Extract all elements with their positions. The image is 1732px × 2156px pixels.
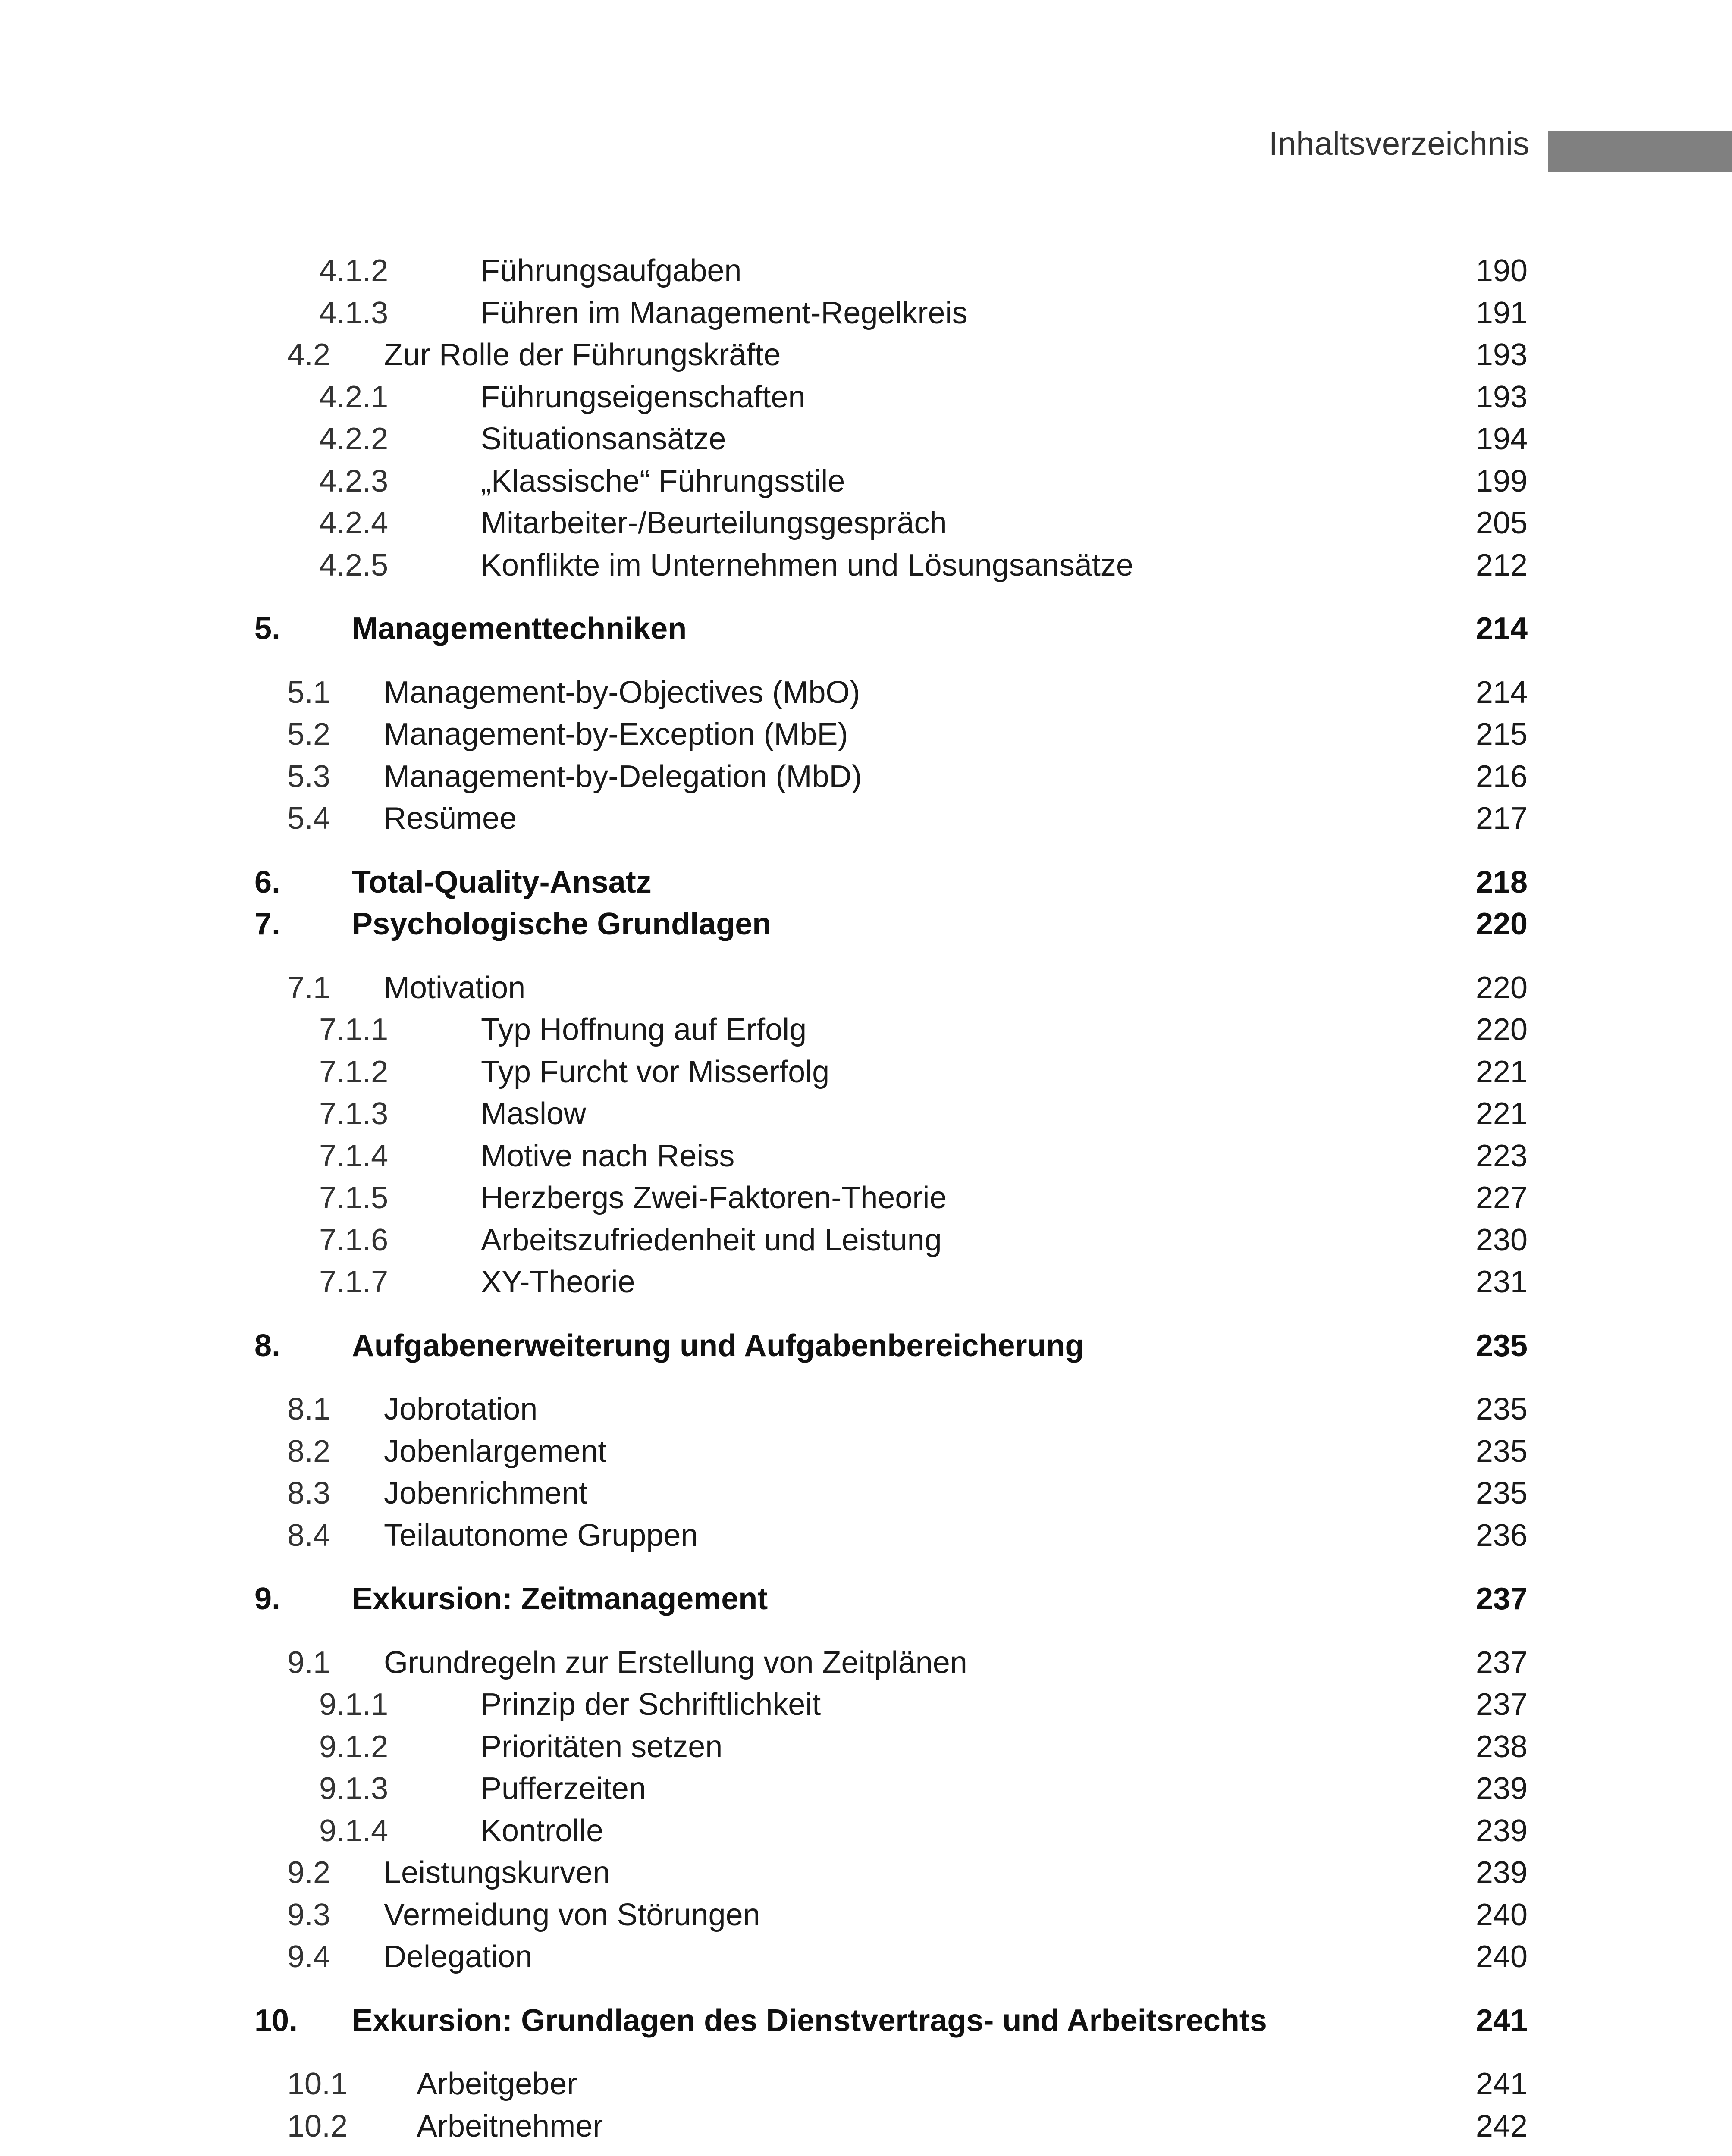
- toc-entry-number: 5.4: [287, 801, 331, 836]
- toc-entry-number: 4.2.1: [319, 379, 389, 414]
- toc-entry-page: 241: [1475, 2067, 1528, 2101]
- toc-subsection-entry: [254, 250, 1528, 292]
- toc-entry-page: 237: [1475, 1645, 1528, 1680]
- toc-entry-title: Aufgabenerweiterung und Aufgabenbereicherung: [352, 1328, 1084, 1363]
- toc-entry-number: 10.1: [287, 2067, 348, 2101]
- toc-entry-title: Jobenlargement: [384, 1434, 607, 1469]
- toc-entry-page: 212: [1475, 548, 1528, 583]
- toc-subsection-entry: [254, 1219, 1528, 1262]
- toc-entry-number: 8.2: [287, 1434, 331, 1469]
- toc-entry-title: Motivation: [384, 970, 526, 1005]
- toc-entry-title: Führungsaufgaben: [481, 254, 742, 288]
- toc-entry-title: Leistungskurven: [384, 1855, 610, 1890]
- toc-entry-page: 235: [1475, 1476, 1528, 1510]
- toc-entry-title: Konflikte im Unternehmen und Lösungsansätze: [481, 548, 1133, 583]
- toc-entry-number: 9.: [254, 1582, 281, 1616]
- toc-subsection-entry: [254, 1684, 1528, 1726]
- toc-section-entry: [254, 1852, 1528, 1894]
- toc-entry-number: 9.1.2: [319, 1729, 389, 1764]
- toc-section-entry: [254, 1642, 1528, 1684]
- toc-entry-number: 4.2: [287, 338, 331, 372]
- toc-entry-number: 7.1.2: [319, 1054, 389, 1089]
- header-marker-bar: [1548, 131, 1732, 172]
- running-header-title: Inhaltsverzeichnis: [1268, 125, 1529, 162]
- toc-entry-page: 237: [1475, 1582, 1528, 1616]
- toc-entry-number: 5.1: [287, 675, 331, 710]
- toc-chapter-entry: [254, 903, 1528, 946]
- toc-entry-title: Pufferzeiten: [481, 1771, 646, 1806]
- toc-section-entry: [254, 334, 1528, 376]
- toc-entry-number: 4.2.2: [319, 422, 389, 456]
- toc-entry-title: Jobrotation: [384, 1392, 538, 1426]
- toc-entry-number: 8.3: [287, 1476, 331, 1510]
- toc-entry-number: 10.: [254, 2003, 298, 2038]
- toc-entry-page: 214: [1475, 611, 1528, 646]
- toc-entry-page: 235: [1475, 1434, 1528, 1469]
- toc-entry-title: Delegation: [384, 1940, 533, 1974]
- toc-entry-page: 220: [1475, 970, 1528, 1005]
- toc-entry-page: 193: [1475, 338, 1528, 372]
- toc-chapter-entry: [254, 2000, 1528, 2042]
- toc-entry-number: 9.1.4: [319, 1813, 389, 1848]
- toc-entry-title: „Klassische“ Führungsstile: [481, 464, 845, 498]
- toc-entry-title: Maslow: [481, 1097, 587, 1131]
- toc-entry-page: 235: [1475, 1392, 1528, 1426]
- toc-entry-number: 7.1: [287, 970, 331, 1005]
- toc-section-entry: [254, 1936, 1528, 1978]
- toc-subsection-entry: [254, 1810, 1528, 1852]
- toc-subsection-entry: [254, 1009, 1528, 1051]
- toc-entry-title: XY-Theorie: [481, 1265, 635, 1299]
- toc-entry-title: Management-by-Exception (MbE): [384, 717, 848, 752]
- toc-entry-title: Total-Quality-Ansatz: [352, 865, 652, 899]
- toc-entry-number: 9.2: [287, 1855, 331, 1890]
- toc-entry-title: Management-by-Objectives (MbO): [384, 675, 860, 710]
- toc-entry-title: Prinzip der Schriftlichkeit: [481, 1687, 821, 1722]
- toc-entry-page: 193: [1475, 379, 1528, 414]
- toc-entry-number: 5.: [254, 611, 281, 646]
- toc-subsection-entry: [254, 1093, 1528, 1135]
- toc-entry-title: Kontrolle: [481, 1813, 604, 1848]
- toc-entry-title: Führen im Management-Regelkreis: [481, 295, 968, 330]
- toc-entry-title: Situationsansätze: [481, 422, 726, 456]
- toc-entry-number: 8.4: [287, 1518, 331, 1553]
- toc-entry-page: 191: [1475, 295, 1528, 330]
- toc-section-entry: [254, 967, 1528, 1009]
- toc-section-entry: [254, 714, 1528, 756]
- toc-entry-number: 7.1.6: [319, 1222, 389, 1257]
- toc-entry-page: 238: [1475, 1729, 1528, 1764]
- toc-entry-title: Jobenrichment: [384, 1476, 588, 1510]
- toc-entry-title: Mitarbeiter-/Beurteilungsgespräch: [481, 506, 947, 540]
- toc-entry-title: Zur Rolle der Führungskräfte: [384, 338, 781, 372]
- toc-subsection-entry: [254, 545, 1528, 587]
- toc-entry-title: Managementtechniken: [352, 611, 687, 646]
- toc-entry-number: 4.2.5: [319, 548, 389, 583]
- toc-subsection-entry: [254, 1768, 1528, 1810]
- toc-section-entry: [254, 756, 1528, 798]
- toc-subsection-entry: [254, 461, 1528, 503]
- toc-section-entry: [254, 672, 1528, 714]
- toc-entry-number: 7.1.4: [319, 1138, 389, 1173]
- toc-entry-title: Prioritäten setzen: [481, 1729, 723, 1764]
- toc-entry-number: 9.4: [287, 1940, 331, 1974]
- toc-section-entry: [254, 1894, 1528, 1937]
- toc-entry-number: 7.1.7: [319, 1265, 389, 1299]
- toc-section-entry: [254, 798, 1528, 840]
- toc-entry-title: Arbeitszufriedenheit und Leistung: [481, 1222, 942, 1257]
- toc-entry-number: 7.1.1: [319, 1012, 389, 1047]
- toc-subsection-entry: [254, 1051, 1528, 1094]
- toc-entry-title: Vermeidung von Störungen: [384, 1897, 760, 1932]
- toc-chapter-entry: [254, 1325, 1528, 1367]
- toc-entry-page: 230: [1475, 1222, 1528, 1257]
- toc-chapter-entry: [254, 1578, 1528, 1620]
- toc-entry-page: 242: [1475, 2109, 1528, 2143]
- toc-section-entry: [254, 1473, 1528, 1515]
- toc-entry-number: 7.: [254, 907, 281, 941]
- toc-entry-number: 6.: [254, 865, 281, 899]
- toc-entry-title: Exkursion: Zeitmanagement: [352, 1582, 768, 1616]
- toc-entry-number: 4.1.3: [319, 295, 389, 330]
- toc-subsection-entry: [254, 376, 1528, 419]
- toc-entry-title: Typ Hoffnung auf Erfolg: [481, 1012, 807, 1047]
- toc-entry-page: 220: [1475, 907, 1528, 941]
- toc-entry-title: Teilautonome Gruppen: [384, 1518, 698, 1553]
- toc-entry-page: 227: [1475, 1181, 1528, 1215]
- toc-entry-number: 9.1.3: [319, 1771, 389, 1806]
- toc-entry-title: Motive nach Reiss: [481, 1138, 735, 1173]
- toc-entry-page: 221: [1475, 1054, 1528, 1089]
- toc-subsection-entry: [254, 1177, 1528, 1219]
- toc-entry-page: 236: [1475, 1518, 1528, 1553]
- toc-entry-title: Typ Furcht vor Misserfolg: [481, 1054, 830, 1089]
- toc-entry-page: 239: [1475, 1771, 1528, 1806]
- toc-entry-page: 221: [1475, 1097, 1528, 1131]
- toc-entry-title: Exkursion: Grundlagen des Dienstvertrags- und Arbeitsrechts: [352, 2003, 1267, 2038]
- toc-entry-page: 239: [1475, 1813, 1528, 1848]
- toc-subsection-entry: [254, 1726, 1528, 1768]
- toc-entry-number: 8.1: [287, 1392, 331, 1426]
- toc-subsection-entry: [254, 1135, 1528, 1178]
- toc-entry-number: 9.1.1: [319, 1687, 389, 1722]
- toc-entry-page: 241: [1475, 2003, 1528, 2038]
- toc-entry-number: 9.3: [287, 1897, 331, 1932]
- toc-entry-page: 190: [1475, 254, 1528, 288]
- toc-section-entry: [254, 2106, 1528, 2148]
- toc-entry-page: 223: [1475, 1138, 1528, 1173]
- toc-entry-page: 237: [1475, 1687, 1528, 1722]
- toc-section-entry: [254, 1388, 1528, 1431]
- toc-entry-page: 214: [1475, 675, 1528, 710]
- toc-entry-number: 8.: [254, 1328, 281, 1363]
- toc-entry-page: 235: [1475, 1328, 1528, 1363]
- toc-entry-page: 240: [1475, 1897, 1528, 1932]
- toc-entry-title: Führungseigenschaften: [481, 379, 806, 414]
- toc-entry-number: 5.2: [287, 717, 331, 752]
- toc-entry-number: 4.2.3: [319, 464, 389, 498]
- toc-section-entry: [254, 1431, 1528, 1473]
- table-of-contents: [254, 250, 1528, 2147]
- toc-entry-number: 4.2.4: [319, 506, 389, 540]
- toc-entry-page: 205: [1475, 506, 1528, 540]
- toc-entry-title: Arbeitnehmer: [417, 2109, 603, 2143]
- toc-entry-number: 10.2: [287, 2109, 348, 2143]
- toc-entry-page: 194: [1475, 422, 1528, 456]
- toc-entry-page: 240: [1475, 1940, 1528, 1974]
- toc-entry-number: 7.1.5: [319, 1181, 389, 1215]
- toc-chapter-entry: [254, 862, 1528, 904]
- toc-entry-page: 215: [1475, 717, 1528, 752]
- toc-entry-title: Resümee: [384, 801, 517, 836]
- toc-subsection-entry: [254, 502, 1528, 545]
- toc-entry-number: 4.1.2: [319, 254, 389, 288]
- toc-entry-page: 239: [1475, 1855, 1528, 1890]
- toc-entry-page: 216: [1475, 759, 1528, 794]
- toc-chapter-entry: [254, 608, 1528, 650]
- toc-entry-title: Herzbergs Zwei-Faktoren-Theorie: [481, 1181, 947, 1215]
- toc-entry-page: 217: [1475, 801, 1528, 836]
- toc-entry-page: 218: [1475, 865, 1528, 899]
- toc-subsection-entry: [254, 1261, 1528, 1304]
- toc-entry-number: 5.3: [287, 759, 331, 794]
- toc-section-entry: [254, 2063, 1528, 2106]
- toc-entry-title: Grundregeln zur Erstellung von Zeitplänen: [384, 1645, 967, 1680]
- toc-entry-number: 7.1.3: [319, 1097, 389, 1131]
- toc-subsection-entry: [254, 418, 1528, 461]
- toc-entry-title: Management-by-Delegation (MbD): [384, 759, 862, 794]
- toc-entry-page: 231: [1475, 1265, 1528, 1299]
- toc-entry-page: 199: [1475, 464, 1528, 498]
- toc-entry-title: Arbeitgeber: [417, 2067, 577, 2101]
- toc-subsection-entry: [254, 292, 1528, 335]
- toc-entry-number: 9.1: [287, 1645, 331, 1680]
- toc-entry-page: 220: [1475, 1012, 1528, 1047]
- toc-section-entry: [254, 1515, 1528, 1557]
- toc-entry-title: Psychologische Grundlagen: [352, 907, 772, 941]
